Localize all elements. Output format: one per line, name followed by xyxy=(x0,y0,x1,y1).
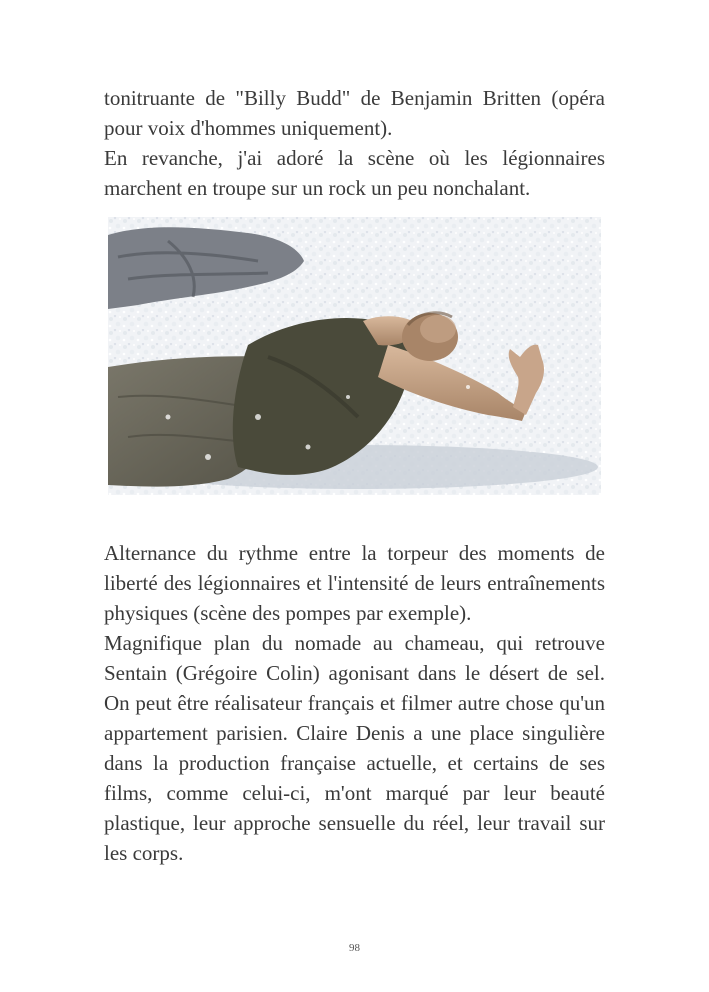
paragraph-legionnaires-rock: En revanche, j'ai adoré la scène où les légionnaires marchent en troupe sur un rock un peu nonchalant. xyxy=(104,146,605,200)
top-text-block xyxy=(104,83,605,203)
paragraph-rhythm: Alternance du rythme entre la torpeur des moments de liberté des légionnaires et l'intensité de leurs entraînements physiques (scène des pompes par exemple). xyxy=(104,541,605,625)
paragraph-billy-budd: tonitruante de "Billy Budd" de Benjamin Britten (opéra pour voix d'hommes uniquement). xyxy=(104,86,605,140)
paragraph-nomad-scene: Magnifique plan du nomade au chameau, qui retrouve Sentain (Grégoire Colin) agonisant dans le désert de sel. On peut être réalisateur français et filmer autre chose qu'un appartement parisien. Claire Denis a une place singulière dans la production française actuelle, et certains de ses films, comme celui-ci, m'ont marqué par leur beauté plastique, leur approche sensuelle du réel, leur travail sur les corps. xyxy=(104,631,605,865)
film-still-illustration xyxy=(108,217,601,495)
bottom-text-block xyxy=(104,538,605,868)
page-number: 98 xyxy=(349,942,360,954)
film-still-image xyxy=(108,217,601,495)
